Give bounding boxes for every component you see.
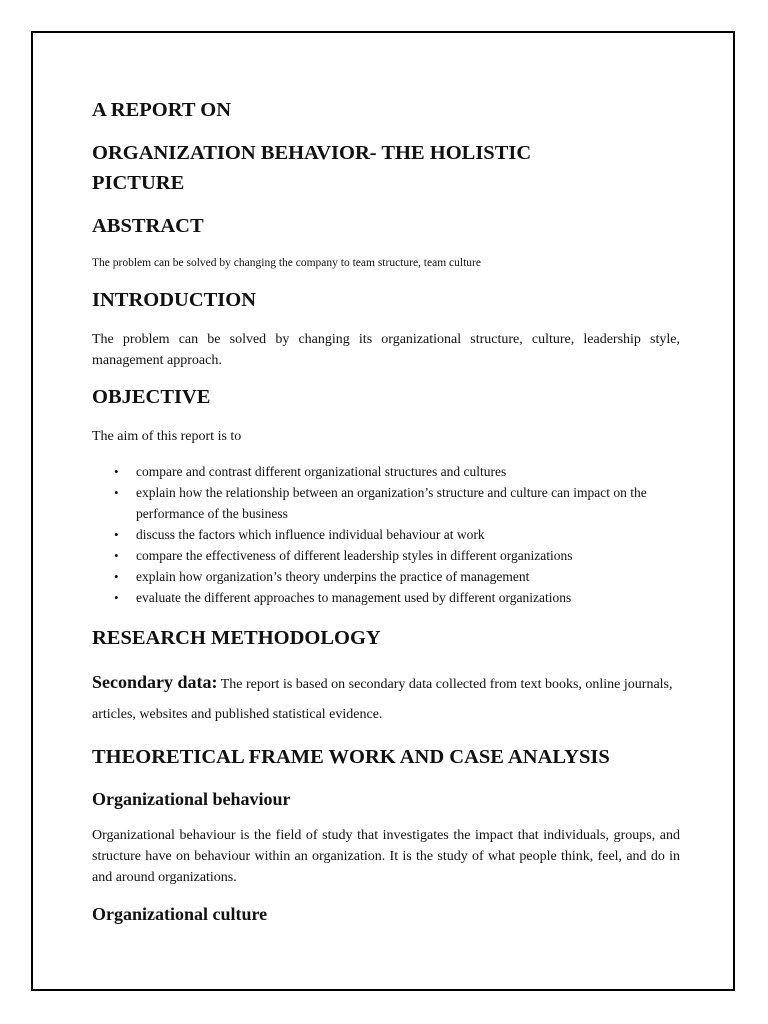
org-culture-heading: Organizational culture bbox=[92, 904, 268, 924]
bullet-icon: • bbox=[114, 548, 119, 563]
methodology-text: The report is based on secondary data collected from text books, online journals, articles, websites and published statistical evidence. bbox=[92, 677, 673, 722]
introduction-heading: INTRODUCTION bbox=[92, 289, 257, 311]
abstract-text: The problem can be solved by changing the company to team structure, team culture bbox=[92, 257, 481, 269]
org-behaviour-text: Organizational behaviour is the field of study that investigates the impact that individuals, groups, and structure have on behaviour within an organization. It is the study of what people think, feel, and do in and around organizations. bbox=[92, 828, 680, 885]
abstract-heading: ABSTRACT bbox=[92, 215, 204, 237]
report-title-line2b: PICTURE bbox=[92, 172, 185, 194]
list-item: • compare and contrast different organizational structures and cultures bbox=[92, 461, 680, 482]
list-item: • discuss the factors which influence individual behaviour at work bbox=[92, 524, 680, 545]
framework-heading: THEORETICAL FRAME WORK AND CASE ANALYSIS bbox=[92, 746, 610, 768]
objective-heading: OBJECTIVE bbox=[92, 386, 211, 408]
list-item: • explain how organization’s theory underpins the practice of management bbox=[92, 566, 680, 587]
document-page bbox=[31, 31, 735, 991]
secondary-data-label: Secondary data: bbox=[92, 672, 218, 692]
report-title-line1: A REPORT ON bbox=[92, 99, 232, 121]
introduction-text: The problem can be solved by changing its organizational structure, culture, leadership style, management approach. bbox=[92, 332, 680, 368]
objective-intro: The aim of this report is to bbox=[92, 429, 242, 444]
org-behaviour-heading: Organizational behaviour bbox=[92, 789, 291, 809]
bullet-icon: • bbox=[114, 569, 119, 584]
bullet-icon: • bbox=[114, 527, 119, 542]
report-title-line2a: ORGANIZATION BEHAVIOR- THE HOLISTIC bbox=[92, 142, 532, 164]
bullet-icon: • bbox=[114, 590, 119, 605]
list-item: • explain how the relationship between an organization’s structure and culture can impact on the performance of the business bbox=[92, 482, 680, 524]
list-item: • compare the effectiveness of different leadership styles in different organizations bbox=[92, 545, 680, 566]
bullet-icon: • bbox=[114, 464, 119, 479]
methodology-heading: RESEARCH METHODOLOGY bbox=[92, 627, 381, 649]
list-item: • evaluate the different approaches to management used by different organizations bbox=[92, 587, 680, 608]
methodology-text-block bbox=[92, 667, 680, 730]
objective-list bbox=[92, 461, 680, 608]
bullet-icon: • bbox=[114, 485, 119, 500]
